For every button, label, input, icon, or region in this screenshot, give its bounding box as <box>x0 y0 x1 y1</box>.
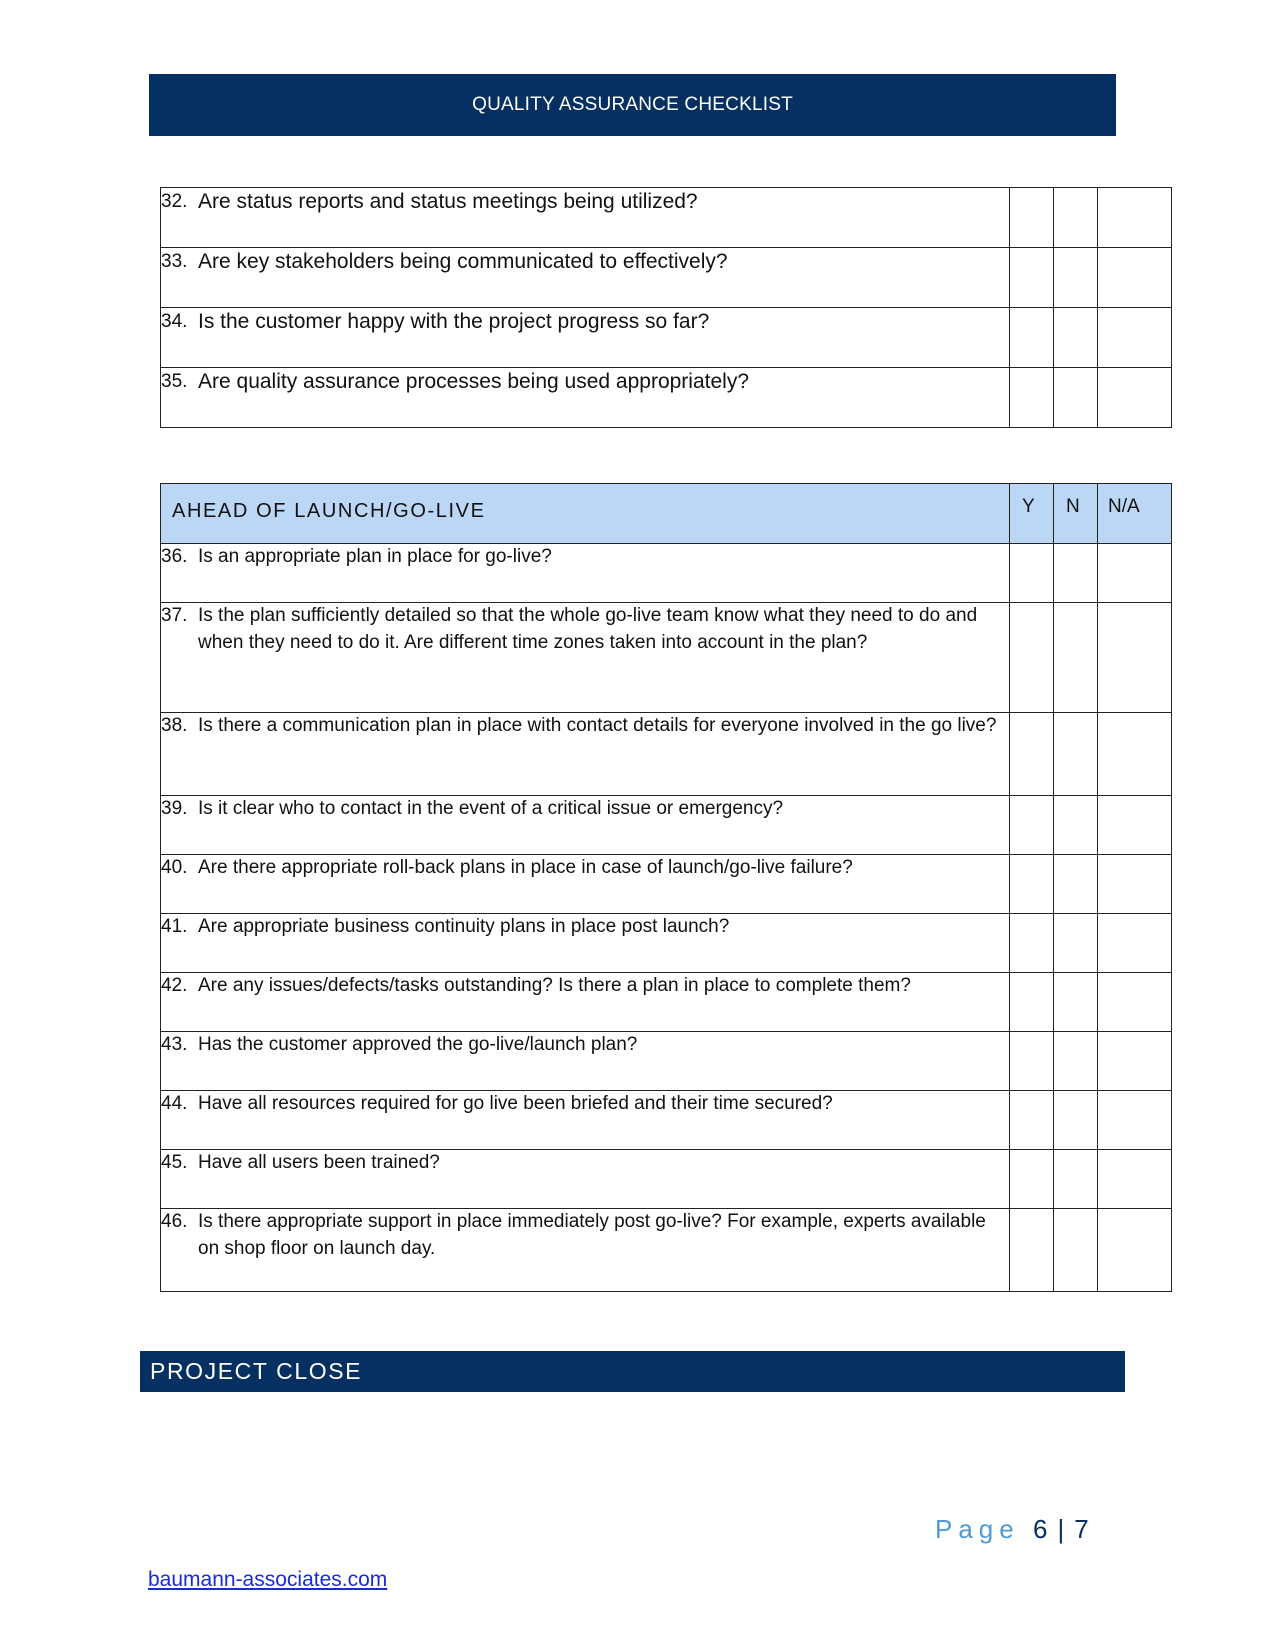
question-text: Is an appropriate plan in place for go-live? <box>198 546 552 567</box>
answer-na-cell[interactable] <box>1098 973 1172 1032</box>
table-row <box>161 713 1172 796</box>
question-text: Is the plan sufficiently detailed so that the whole go-live team know what they need to do and when they need to do it. Are different time zones taken into account in the plan? <box>198 605 978 653</box>
answer-na-cell[interactable] <box>1098 914 1172 973</box>
question-number: 32. <box>161 191 188 212</box>
answer-na-cell[interactable] <box>1098 248 1172 308</box>
answer-no-cell[interactable] <box>1054 914 1098 973</box>
question-number: 36. <box>161 546 188 567</box>
answer-na-cell[interactable] <box>1098 713 1172 796</box>
question-text: Are quality assurance processes being used appropriately? <box>198 370 749 393</box>
column-header-yes: Y <box>1010 484 1054 544</box>
answer-yes-cell[interactable] <box>1010 973 1054 1032</box>
table-row <box>161 248 1172 308</box>
answer-na-cell[interactable] <box>1098 796 1172 855</box>
question-number: 45. <box>161 1152 188 1173</box>
answer-yes-cell[interactable] <box>1010 308 1054 368</box>
answer-yes-cell[interactable] <box>1010 713 1054 796</box>
table-row <box>161 1150 1172 1209</box>
answer-na-cell[interactable] <box>1098 1032 1172 1091</box>
question-text: Is the customer happy with the project progress so far? <box>198 310 710 333</box>
question-text: Are status reports and status meetings being utilized? <box>198 190 698 213</box>
page-number <box>935 1514 1089 1545</box>
section-title: PROJECT CLOSE <box>150 1358 363 1384</box>
question-text: Is there a communication plan in place with contact details for everyone involved in the go live? <box>198 715 997 736</box>
section-heading: AHEAD OF LAUNCH/GO-LIVE <box>161 484 1010 544</box>
answer-yes-cell[interactable] <box>1010 368 1054 428</box>
table-row <box>161 188 1172 248</box>
answer-no-cell[interactable] <box>1054 1091 1098 1150</box>
page-current: 6 <box>1032 1514 1048 1544</box>
question-number: 35. <box>161 371 188 392</box>
answer-yes-cell[interactable] <box>1010 1209 1054 1292</box>
question-number: 37. <box>161 605 188 626</box>
answer-na-cell[interactable] <box>1098 308 1172 368</box>
table-row <box>161 308 1172 368</box>
answer-no-cell[interactable] <box>1054 308 1098 368</box>
table-row <box>161 1091 1172 1150</box>
question-text: Is there appropriate support in place immediately post go-live? For example, experts available on shop floor on launch day. <box>198 1211 986 1259</box>
answer-na-cell[interactable] <box>1098 855 1172 914</box>
column-header-na: N/A <box>1098 484 1172 544</box>
page-separator: | <box>1057 1514 1065 1544</box>
answer-na-cell[interactable] <box>1098 1150 1172 1209</box>
answer-yes-cell[interactable] <box>1010 248 1054 308</box>
question-number: 38. <box>161 715 188 736</box>
question-text: Is it clear who to contact in the event of a critical issue or emergency? <box>198 798 784 819</box>
answer-no-cell[interactable] <box>1054 855 1098 914</box>
answer-na-cell[interactable] <box>1098 544 1172 603</box>
question-text: Are appropriate business continuity plans in place post launch? <box>198 916 730 937</box>
answer-no-cell[interactable] <box>1054 603 1098 713</box>
table-row <box>161 855 1172 914</box>
answer-yes-cell[interactable] <box>1010 796 1054 855</box>
table-row <box>161 368 1172 428</box>
question-number: 42. <box>161 975 188 996</box>
question-text: Have all resources required for go live been briefed and their time secured? <box>198 1093 833 1114</box>
question-number: 41. <box>161 916 188 937</box>
answer-na-cell[interactable] <box>1098 1091 1172 1150</box>
answer-no-cell[interactable] <box>1054 544 1098 603</box>
answer-no-cell[interactable] <box>1054 713 1098 796</box>
question-number: 40. <box>161 857 188 878</box>
table-row <box>161 603 1172 713</box>
answer-yes-cell[interactable] <box>1010 1032 1054 1091</box>
table-row <box>161 1032 1172 1091</box>
question-number: 33. <box>161 251 188 272</box>
answer-yes-cell[interactable] <box>1010 544 1054 603</box>
answer-yes-cell[interactable] <box>1010 188 1054 248</box>
question-number: 43. <box>161 1034 188 1055</box>
page-total: 7 <box>1074 1514 1089 1544</box>
table-row <box>161 796 1172 855</box>
question-text: Are any issues/defects/tasks outstanding? Is there a plan in place to complete them? <box>198 975 911 996</box>
checklist-table-go-live <box>160 483 1172 1292</box>
document-title: QUALITY ASSURANCE CHECKLIST <box>472 94 793 115</box>
section-heading-bar <box>140 1351 1125 1392</box>
table-row <box>161 973 1172 1032</box>
answer-no-cell[interactable] <box>1054 1032 1098 1091</box>
table-row <box>161 1209 1172 1292</box>
question-number: 34. <box>161 311 188 332</box>
answer-yes-cell[interactable] <box>1010 1091 1054 1150</box>
answer-na-cell[interactable] <box>1098 1209 1172 1292</box>
checklist-table-communication <box>160 187 1172 428</box>
website-link[interactable]: baumann-associates.com <box>148 1568 388 1591</box>
answer-yes-cell[interactable] <box>1010 855 1054 914</box>
question-number: 39. <box>161 798 188 819</box>
answer-yes-cell[interactable] <box>1010 1150 1054 1209</box>
answer-yes-cell[interactable] <box>1010 603 1054 713</box>
answer-no-cell[interactable] <box>1054 1150 1098 1209</box>
table-row <box>161 914 1172 973</box>
question-text: Have all users been trained? <box>198 1152 440 1173</box>
answer-no-cell[interactable] <box>1054 1209 1098 1292</box>
question-text: Has the customer approved the go-live/launch plan? <box>198 1034 638 1055</box>
header-banner <box>149 74 1116 136</box>
page-label: Page <box>935 1514 1020 1544</box>
question-text: Are there appropriate roll-back plans in place in case of launch/go-live failure? <box>198 857 853 878</box>
answer-no-cell[interactable] <box>1054 368 1098 428</box>
answer-no-cell[interactable] <box>1054 188 1098 248</box>
question-number: 44. <box>161 1093 188 1114</box>
answer-na-cell[interactable] <box>1098 368 1172 428</box>
question-number: 46. <box>161 1211 188 1232</box>
answer-no-cell[interactable] <box>1054 248 1098 308</box>
table-row <box>161 544 1172 603</box>
answer-na-cell[interactable] <box>1098 188 1172 248</box>
table-header-row <box>161 484 1172 544</box>
answer-na-cell[interactable] <box>1098 603 1172 713</box>
answer-no-cell[interactable] <box>1054 973 1098 1032</box>
question-text: Are key stakeholders being communicated to effectively? <box>198 250 728 273</box>
column-header-no: N <box>1054 484 1098 544</box>
answer-yes-cell[interactable] <box>1010 914 1054 973</box>
answer-no-cell[interactable] <box>1054 796 1098 855</box>
